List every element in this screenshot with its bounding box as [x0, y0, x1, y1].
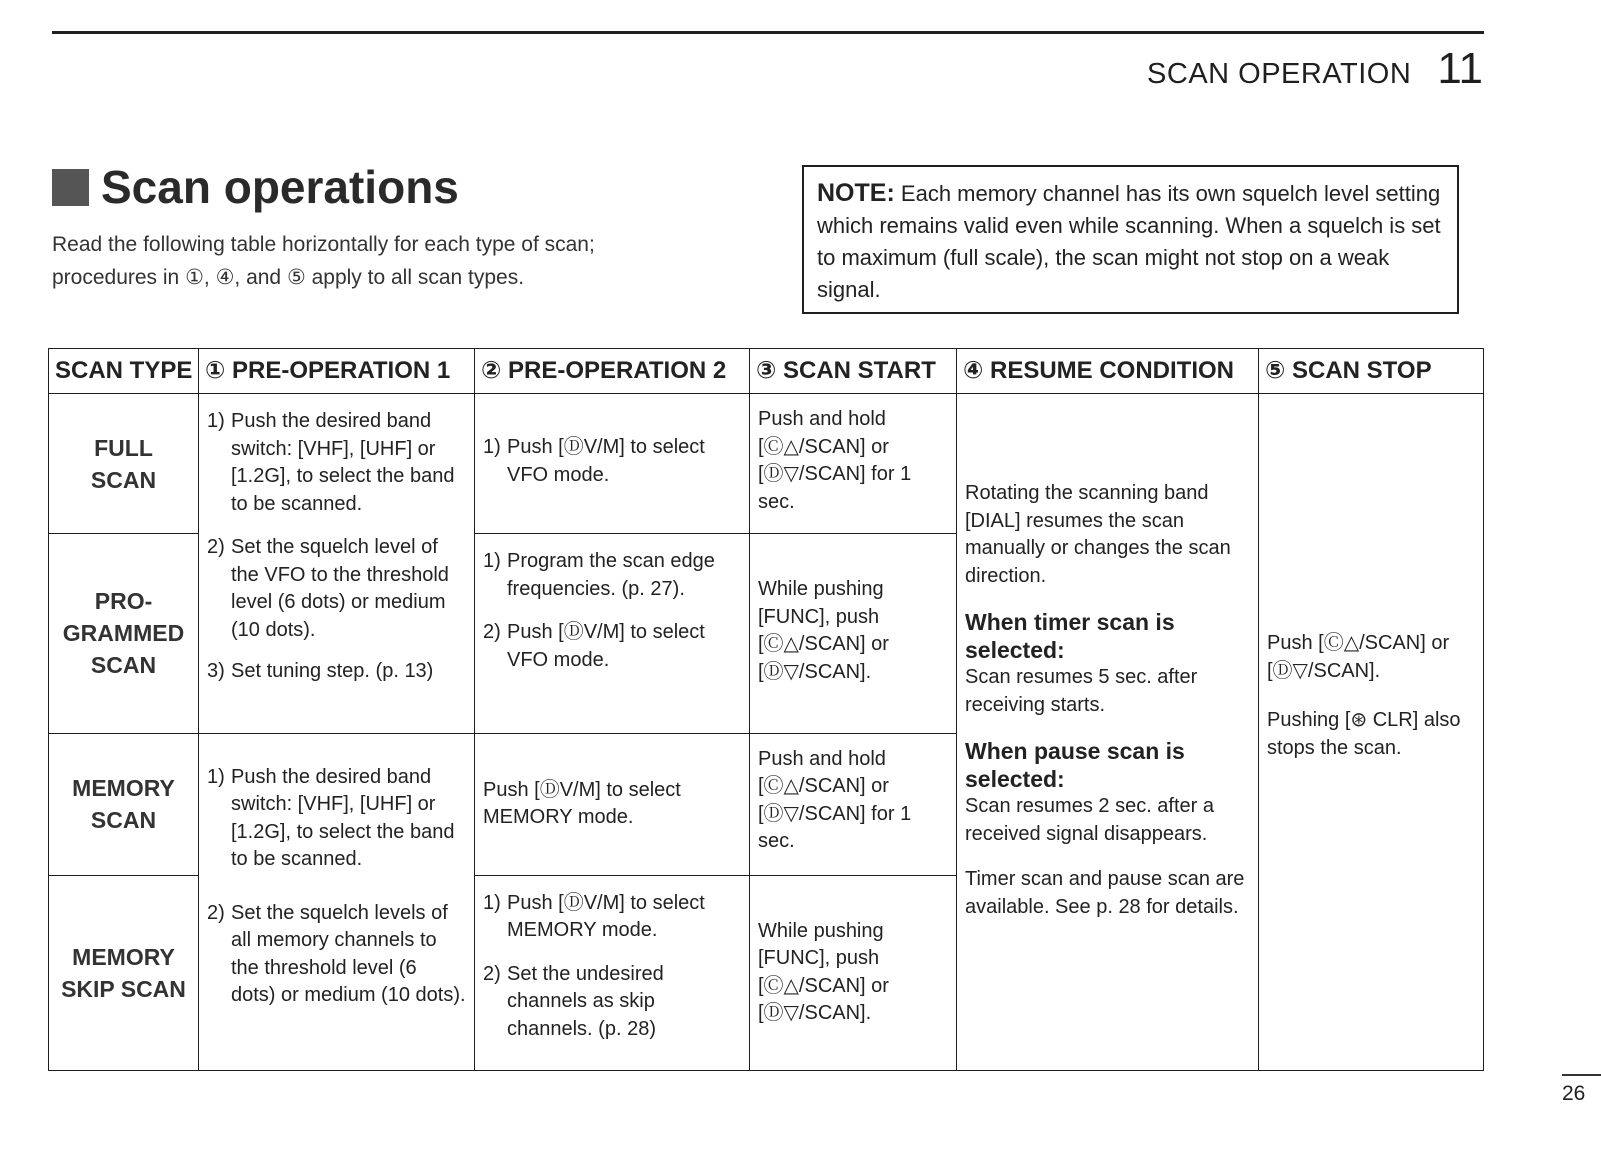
stop-text-2: Pushing [⊛ CLR] also stops the scan. [1267, 709, 1461, 759]
item-number: 3) [207, 660, 225, 682]
header-scan-start: ③ SCAN START [750, 349, 957, 394]
resume-intro: Rotating the scanning band [DIAL] resumes the scan manually or changes the scan direction. [965, 482, 1231, 587]
scan-type-line: MEMORY [72, 943, 175, 970]
list-item [207, 658, 466, 686]
section-title: Scan operations [101, 161, 459, 213]
scan-type-memory-skip [49, 875, 199, 1070]
item-text: Push the desired band switch: [VHF], [UHF] or [1.2G], to select the band to be scanned. [231, 765, 455, 870]
scan-type-line: SKIP SCAN [61, 975, 186, 1002]
item-number: 1) [207, 765, 225, 788]
item-text: Program the scan edge frequencies. (p. 27). [507, 550, 715, 600]
section-intro [52, 228, 752, 294]
note-text: Each memory channel has its own squelch level setting which remains valid even while scanning. When a squelch is set to maximum (full scale), the scan might not stop on a weak signal. [817, 181, 1441, 302]
scan-type-programmed [49, 534, 199, 733]
scan-type-memory [49, 733, 199, 875]
header-pre-operation-1: ① PRE-OPERATION 1 [199, 349, 475, 394]
item-number: 1) [483, 436, 501, 458]
preop2-memory-cell: Push [ⒹV/M] to select MEMORY mode. [475, 733, 750, 875]
preop2-programmed-cell [475, 534, 750, 733]
table-row [49, 394, 1484, 534]
timer-scan-heading: When timer scan is selected: [965, 609, 1175, 663]
scan-type-full [49, 394, 199, 534]
page-number: 26 [1562, 1082, 1586, 1105]
item-number: 1) [207, 410, 225, 432]
preop1-memory-cell [199, 733, 475, 1071]
list-item [483, 619, 741, 674]
table-header-row [49, 349, 1484, 394]
header-scan-stop: ⑤ SCAN STOP [1259, 349, 1484, 394]
resume-footer: Timer scan and pause scan are available. See p. 28 for details. [965, 868, 1245, 918]
chapter-title: SCAN OPERATION [1147, 58, 1412, 90]
list-item [207, 764, 466, 874]
list-item [483, 434, 741, 489]
item-number: 1) [483, 891, 501, 914]
note-box [802, 165, 1459, 314]
scan-type-line: SCAN [90, 652, 157, 679]
item-text: Push [ⒹV/M] to select VFO mode. [507, 621, 705, 671]
item-text: Push [ⒹV/M] to select MEMORY mode. [507, 891, 705, 942]
item-number: 2) [483, 962, 501, 985]
list-item [207, 900, 466, 1010]
scan-table [48, 348, 1484, 1071]
pause-scan-text: Scan resumes 2 sec. after a received signal disappears. [965, 795, 1215, 845]
list-item [207, 408, 466, 518]
note-label: NOTE: [817, 179, 895, 207]
scan-stop-cell [1259, 394, 1484, 1071]
chapter-number: 11 [1437, 44, 1483, 93]
item-text: Set the squelch level of the VFO to the threshold level (6 dots) or medium (10 dots). [231, 536, 449, 641]
scan-type-line: GRAMMED [62, 620, 185, 647]
item-text: Push the desired band switch: [VHF], [UHF] or [1.2G], to select the band to be scanned. [231, 410, 455, 515]
item-number: 1) [483, 550, 501, 573]
header-resume-condition: ④ RESUME CONDITION [957, 349, 1259, 394]
scan-type-line: SCAN [90, 807, 157, 834]
list-item [483, 548, 741, 603]
scan-type-line: FULL [94, 434, 153, 461]
item-text: Set tuning step. (p. 13) [231, 660, 434, 682]
item-number: 2) [207, 901, 225, 924]
preop2-full-cell [475, 394, 750, 534]
intro-line-2: procedures in ①, ④, and ⑤ apply to all scan types. [52, 266, 525, 289]
chapter-header [1147, 44, 1483, 94]
resume-condition-cell [957, 394, 1259, 1071]
start-skip-cell: While pushing [FUNC], push [Ⓒ△/SCAN] or [Ⓓ▽/SCAN]. [750, 875, 957, 1070]
start-programmed-cell: While pushing [FUNC], push [Ⓒ△/SCAN] or [Ⓓ▽/SCAN]. [750, 534, 957, 733]
list-item [207, 534, 466, 644]
section-heading [52, 160, 459, 214]
scan-type-line: PRO- [94, 588, 153, 615]
item-text: Set the undesired channels as skip channels. (p. 28) [507, 962, 664, 1040]
list-item [483, 961, 741, 1044]
item-number: 2) [483, 621, 501, 644]
item-text: Push [ⒹV/M] to select VFO mode. [507, 436, 705, 486]
scan-type-line: MEMORY [72, 775, 175, 802]
header-scan-type: SCAN TYPE [49, 349, 199, 394]
preop1-vfo-cell [199, 394, 475, 734]
pause-scan-heading: When pause scan is selected: [965, 738, 1185, 792]
section-bullet-icon [52, 169, 89, 206]
header-pre-operation-2: ② PRE-OPERATION 2 [475, 349, 750, 394]
item-number: 2) [207, 536, 225, 558]
start-memory-cell: Push and hold [Ⓒ△/SCAN] or [Ⓓ▽/SCAN] for 1 sec. [750, 733, 957, 875]
timer-scan-text: Scan resumes 5 sec. after receiving starts. [965, 666, 1198, 716]
stop-text-1: Push [Ⓒ△/SCAN] or [Ⓓ▽/SCAN]. [1267, 632, 1450, 682]
list-item [483, 890, 741, 945]
page-number-rule [1562, 1074, 1601, 1076]
scan-type-line: SCAN [90, 466, 157, 493]
intro-line-1: Read the following table horizontally for each type of scan; [52, 233, 595, 256]
preop2-skip-cell [475, 875, 750, 1070]
start-full-cell: Push and hold [Ⓒ△/SCAN] or [Ⓓ▽/SCAN] for 1 sec. [750, 394, 957, 534]
item-text: Set the squelch levels of all memory channels to the threshold level (6 dots) or medium (10 dots). [231, 901, 466, 1006]
top-rule [52, 31, 1484, 34]
